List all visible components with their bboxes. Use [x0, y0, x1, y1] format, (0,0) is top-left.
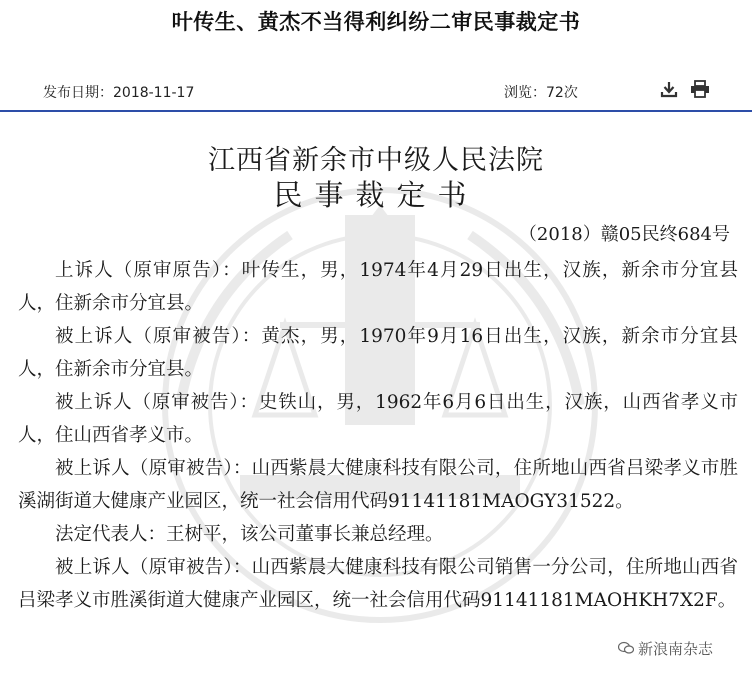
meta-bar — [0, 74, 752, 106]
publish-date: 发布日期：2018-11-17 — [43, 85, 195, 101]
paragraph-appellee-4: 被上诉人（原审被告）：山西紫晨大健康科技有限公司销售一分公司，住所地山西省吕梁孝义市胜溪街道大健康产业园区，统一社会信用代码91141181MAOHKH7X2F。 — [18, 557, 738, 611]
case-number: （2018）赣05民终684号 — [518, 224, 730, 245]
document-body — [18, 254, 738, 617]
court-name: 江西省新余市中级人民法院 — [208, 145, 544, 176]
view-count: 浏览：72次 — [504, 85, 578, 101]
wechat-icon — [618, 641, 634, 659]
toolbar — [660, 80, 718, 102]
paragraph-appellant: 上诉人（原审原告）：叶传生，男，1974年4月29日出生，汉族，新余市分宜县人，住新余市分宜县。 — [18, 260, 738, 314]
paragraph-appellee-3: 被上诉人（原审被告）：山西紫晨大健康科技有限公司，住所地山西省吕梁孝义市胜溪湖街道大健康产业园区，统一社会信用代码91141181MAOGY31522。 — [18, 458, 738, 512]
print-icon[interactable] — [690, 80, 710, 102]
watermark-text: 新浪南杂志 — [638, 640, 714, 658]
document-type: 民事裁定书 — [273, 178, 479, 212]
download-icon[interactable] — [660, 80, 678, 102]
sina-watermark — [618, 638, 713, 659]
paragraph-appellee-1: 被上诉人（原审被告）：黄杰，男，1970年9月16日出生，汉族，新余市分宜县人，住新余市分宜县。 — [18, 326, 738, 380]
paragraph-appellee-2: 被上诉人（原审被告）：史铁山，男，1962年6月6日出生，汉族，山西省孝义市人，住山西省孝义市。 — [18, 392, 738, 446]
header-divider — [0, 110, 752, 112]
paragraph-legal-rep: 法定代表人：王树平，该公司董事长兼总经理。 — [55, 524, 444, 545]
page-title: 叶传生、黄杰不当得利纠纷二审民事裁定书 — [171, 10, 581, 34]
